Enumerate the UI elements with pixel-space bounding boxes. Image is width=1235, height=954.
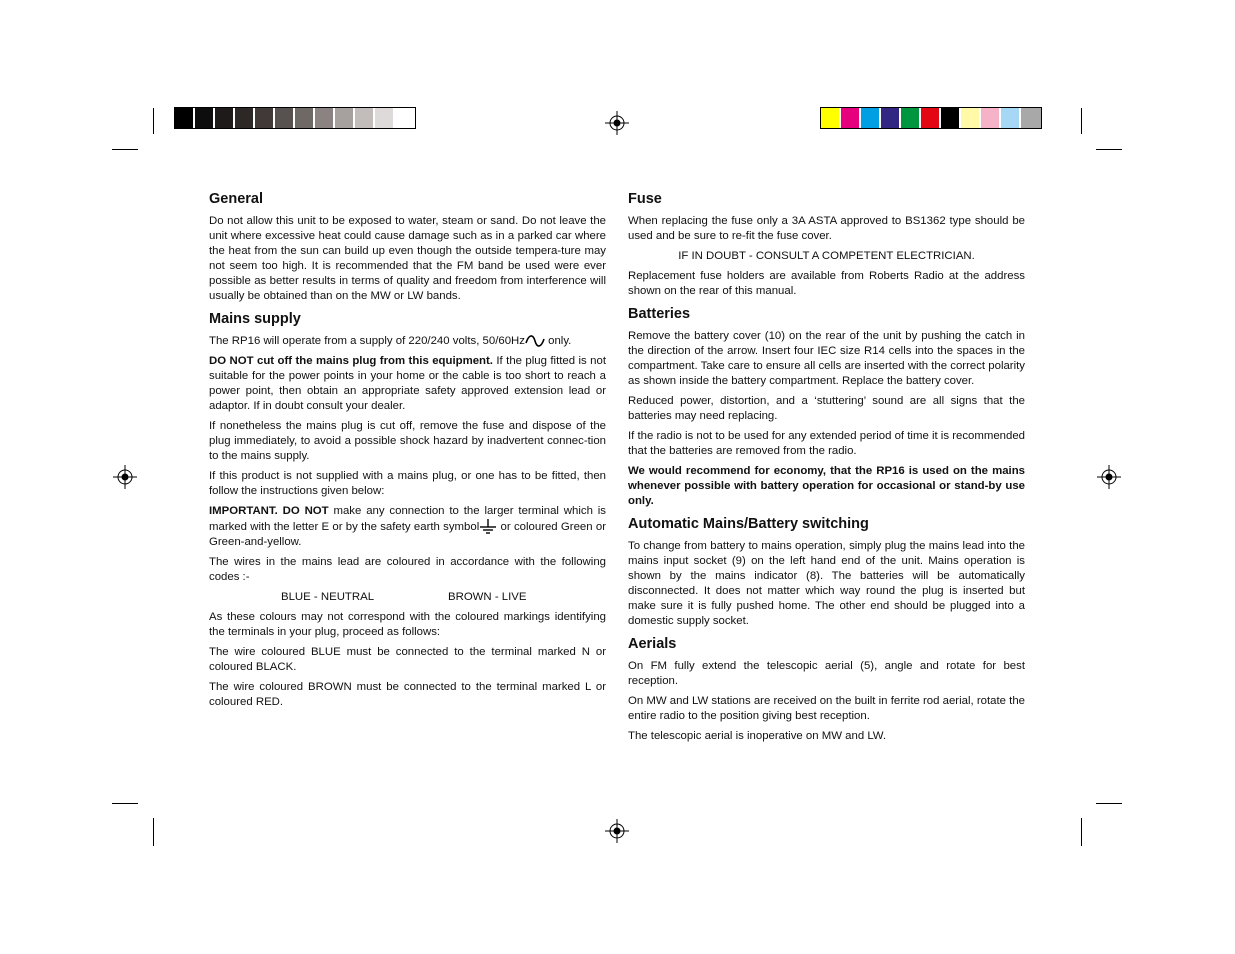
- crop-mark: [1081, 108, 1082, 134]
- batteries-paragraph-remove: If the radio is not to be used for any extended period of time it is recommended that the batteries are removed from the radio.: [628, 430, 1025, 457]
- crop-mark: [153, 108, 154, 134]
- heading-fuse: Fuse: [628, 191, 662, 207]
- ac-sine-wave-icon: [525, 334, 545, 348]
- registration-mark-icon: [113, 465, 137, 489]
- general-paragraph: Do not allow this unit to be exposed to water, steam or sand. Do not leave the unit where excessive heat could cause damage such as in a parked car where the heat from the sun can build up even though the outside tempera-ture may not seem too high. It is recommended that the FM band be used were ever possible as better results in terms of quality and freedom from interference will usually be obtained than on the MW or LW bands.: [209, 215, 606, 302]
- color-swatch: [841, 108, 861, 128]
- section-general: [209, 190, 606, 304]
- registration-mark-icon: [605, 819, 629, 843]
- crop-mark: [1081, 818, 1082, 846]
- heading-general: General: [209, 191, 263, 207]
- color-swatch: [821, 108, 841, 128]
- code-blue-neutral: BLUE - NEUTRAL: [281, 591, 375, 604]
- code-brown-live: BROWN - LIVE: [448, 591, 527, 604]
- batteries-paragraph-insert: Remove the battery cover (10) on the rear of the unit by pushing the catch in the direction of the arrow. Insert four IEC size R14 cells into the spaces in the compartment. Take care to ensure all cells are inserted with the correct polarity as shown inside the battery compartment. Replace the battery cover.: [628, 330, 1025, 387]
- color-swatch: [1021, 108, 1041, 128]
- gray-swatch: [275, 108, 295, 128]
- fuse-paragraph-holders: Replacement fuse holders are available from Roberts Radio at the address shown on the rear of this manual.: [628, 270, 1025, 297]
- crop-mark: [153, 818, 154, 846]
- registration-mark-icon: [1097, 465, 1121, 489]
- section-batteries: [628, 305, 1025, 509]
- section-aerials: [628, 635, 1025, 744]
- gray-swatch: [175, 108, 195, 128]
- heading-mains-supply: Mains supply: [209, 311, 301, 327]
- color-calibration-bar: [820, 107, 1042, 129]
- mains-paragraph-instructions: If this product is not supplied with a mains plug, or one has to be fitted, then follow the instructions given below:: [209, 470, 606, 498]
- mains-paragraph-brown: The wire coloured BROWN must be connected to the terminal marked L or coloured RED.: [209, 681, 606, 709]
- color-swatch: [981, 108, 1001, 128]
- heading-switching: Automatic Mains/Battery switching: [628, 516, 869, 532]
- gray-swatch: [215, 108, 235, 128]
- heading-aerials: Aerials: [628, 636, 677, 652]
- crop-mark: [112, 149, 138, 150]
- color-swatch: [861, 108, 881, 128]
- left-column: [209, 190, 606, 716]
- gray-swatch: [295, 108, 315, 128]
- aerials-paragraph-mw-lw: On MW and LW stations are received on the built in ferrite rod aerial, rotate the entire radio to the position giving best reception.: [628, 695, 1025, 722]
- section-mains-supply: [209, 310, 606, 710]
- gray-swatch: [255, 108, 275, 128]
- batteries-paragraph-economy: We would recommend for economy, that the RP16 is used on the mains whenever possible with battery operation for occasional or stand-by use only.: [628, 465, 1025, 507]
- mains-paragraph-colours: As these colours may not correspond with the coloured markings identifying the terminals in your plug, proceed as follows:: [209, 611, 606, 639]
- color-swatch: [1001, 108, 1021, 128]
- aerials-paragraph-inoperative: The telescopic aerial is inoperative on MW and LW.: [628, 730, 887, 742]
- mains-paragraph-blue: The wire coloured BLUE must be connected to the terminal marked N or coloured BLACK.: [209, 646, 606, 674]
- color-swatch: [921, 108, 941, 128]
- batteries-paragraph-signs: Reduced power, distortion, and a ‘stuttering’ sound are all signs that the batteries may need replacing.: [628, 395, 1025, 422]
- crop-mark: [1096, 803, 1122, 804]
- right-column: [628, 190, 1025, 750]
- crop-mark: [1096, 149, 1122, 150]
- heading-batteries: Batteries: [628, 306, 691, 322]
- mains-paragraph-wire-codes: The wires in the mains lead are coloured in accordance with the following codes :-: [209, 556, 606, 584]
- gray-swatch: [375, 108, 395, 128]
- section-switching: [628, 515, 1025, 629]
- switching-paragraph: To change from battery to mains operation, simply plug the mains lead into the mains input socket (9) on the left hand end of the unit. Mains operation is shown by the mains indicator (8). The batteries will be automatically disconnected. It does not matter which way round the plug is inserted but make sure it is fully pushed home. The other end should be plugged into a domestic supply socket.: [628, 540, 1025, 627]
- fuse-paragraph: When replacing the fuse only a 3A ASTA approved to BS1362 type should be used and be sure to re-fit the fuse cover.: [628, 215, 1025, 242]
- crop-mark: [112, 803, 138, 804]
- grayscale-calibration-bar: [174, 107, 416, 129]
- mains-paragraph-voltage: The RP16 will operate from a supply of 220/240 volts, 50/60Hz only.: [209, 335, 572, 348]
- color-swatch: [941, 108, 961, 128]
- fuse-warning: IF IN DOUBT - CONSULT A COMPETENT ELECTRICIAN.: [678, 250, 975, 262]
- gray-swatch: [315, 108, 335, 128]
- section-fuse: [628, 190, 1025, 299]
- gray-swatch: [195, 108, 215, 128]
- registration-mark-icon: [605, 111, 629, 135]
- gray-swatch: [235, 108, 255, 128]
- color-swatch: [881, 108, 901, 128]
- wire-color-codes: [209, 590, 606, 605]
- mains-paragraph-plug: DO NOT cut off the mains plug from this equipment. If the plug fitted is not suitable for the power points in your home or the cable is too short to reach a power point, then obtain an appropriate safety approved extension lead or adaptor. If in doubt consult your dealer.: [209, 355, 606, 413]
- color-swatch: [901, 108, 921, 128]
- mains-paragraph-important: IMPORTANT. DO NOT make any connection to the larger terminal which is marked with the letter E or by the safety earth symbol or coloured Green or Green-and-yellow.: [209, 505, 607, 549]
- mains-paragraph-cutoff: If nonetheless the mains plug is cut off, remove the fuse and dispose of the plug immediately, to avoid a possible shock hazard by inadvertent connec-tion to the mains supply.: [209, 420, 606, 463]
- aerials-paragraph-fm: On FM fully extend the telescopic aerial (5), angle and rotate for best reception.: [628, 660, 1025, 687]
- earth-ground-icon: [479, 519, 497, 535]
- gray-swatch: [335, 108, 355, 128]
- color-swatch: [961, 108, 981, 128]
- gray-swatch: [395, 108, 415, 128]
- gray-swatch: [355, 108, 375, 128]
